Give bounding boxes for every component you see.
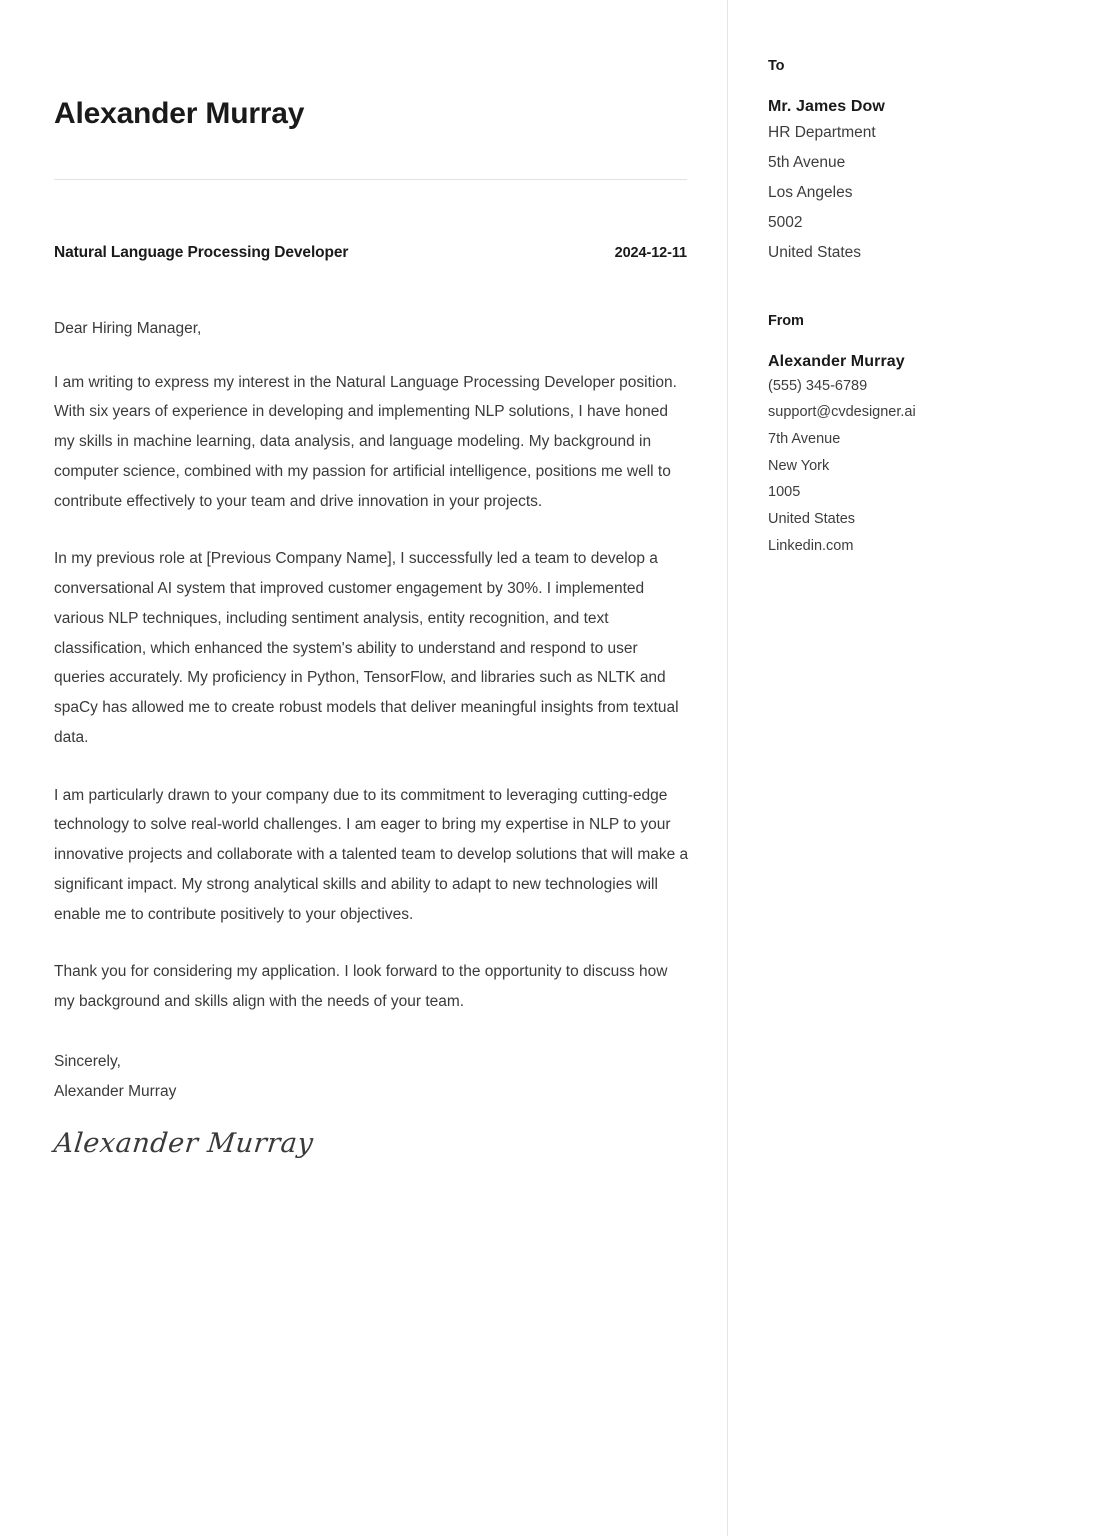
address-line: 5th Avenue (768, 153, 846, 171)
address-line: Los Angeles (768, 183, 853, 201)
closing-name: Alexander Murray (54, 1082, 177, 1100)
address-line: 5002 (768, 213, 803, 231)
recipient-label: To (768, 58, 785, 74)
address-line: 7th Avenue (768, 430, 841, 447)
address-line: 1005 (768, 484, 801, 501)
letter-paragraph: I am writing to express my interest in the Natural Language Processing Developer position. With six years of experience in developing and implementing NLP solutions, I have honed my skills in machine learning, data analysis, and language modeling. My background in computer science, combined with my passion for artificial intelligence, positions me well to contribute effectively to your team and drive innovation in your projects. (54, 373, 677, 510)
subject-row (54, 244, 687, 262)
meta-column (727, 0, 1095, 1536)
address-line: United States (768, 243, 862, 261)
page-title: Alexander Murray (54, 97, 305, 130)
letter-date: 2024-12-11 (614, 244, 687, 261)
closing-word: Sincerely, (54, 1052, 121, 1070)
letter-paragraph: I am particularly drawn to your company due to its commitment to leveraging cutting-edge technology to solve real-world challenges. I am eager to bring my expertise in NLP to your innovative projects and collaborate with a talented team to develop solutions that will make a significant impact. My strong analytical skills and ability to adapt to new technologies will enable me to contribute positively to your objectives. (54, 786, 689, 923)
email-line: support@cvdesigner.ai (768, 404, 916, 421)
address-line: HR Department (768, 124, 876, 141)
sender-label: From (768, 312, 804, 329)
signature-image: Alexander Murray (52, 1128, 316, 1160)
recipient-address (768, 118, 1071, 268)
recipient-name: Mr. James Dow (768, 98, 885, 115)
letter-paragraph: Thank you for considering my application. I look forward to the opportunity to discuss how my background and skills align with the needs of your team. (54, 963, 668, 1010)
recipient-block (768, 58, 1071, 268)
salutation: Dear Hiring Manager, (54, 319, 202, 337)
job-title: Natural Language Processing Developer (54, 243, 349, 261)
sender-contact (768, 373, 1071, 560)
website-line: Linkedin.com (768, 537, 854, 554)
column-divider (727, 0, 728, 1536)
sender-name: Alexander Murray (768, 352, 905, 370)
address-line: New York (768, 457, 830, 474)
sender-block (768, 313, 1071, 560)
closing-block (54, 1047, 687, 1107)
header-divider (54, 179, 687, 180)
address-line: United States (768, 510, 856, 527)
phone-line: (555) 345-6789 (768, 377, 868, 394)
letter-paragraph: In my previous role at [Previous Company Name], I successfully led a team to develop a conversational AI system that improved customer engagement by 30%. I implemented various NLP techniques, including sentiment analysis, entity recognition, and text classification, which enhanced the system's ability to understand and respond to user queries accurately. My proficiency in Python, TensorFlow, and libraries such as NLTK and spaCy has allowed me to create robust models that deliver meaningful insights from textual data. (54, 550, 679, 746)
